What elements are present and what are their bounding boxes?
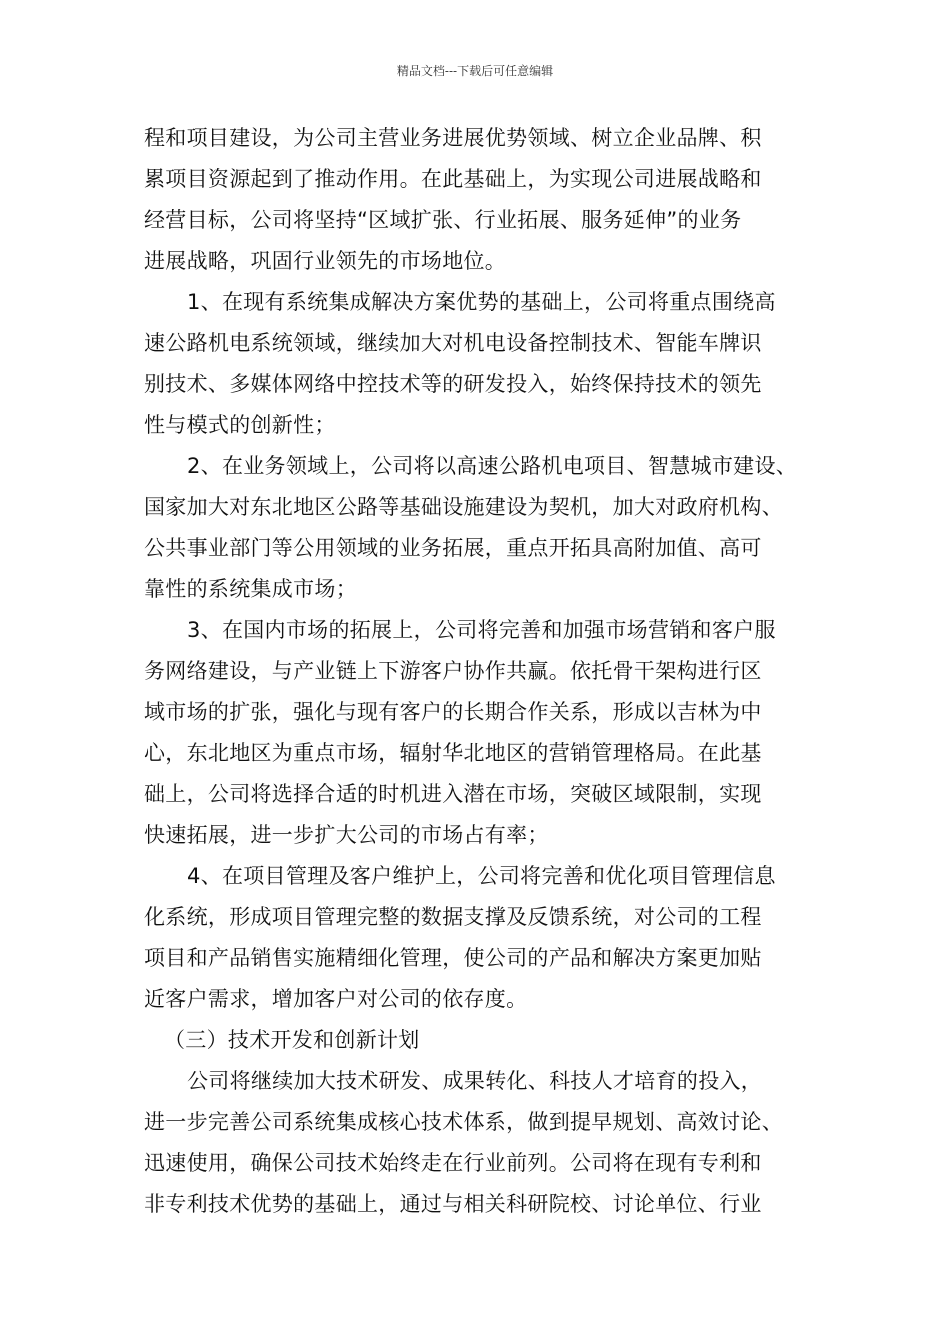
text-line: 4、在项目管理及客户维护上，公司将完善和优化项目管理信息 [187, 864, 776, 888]
page-header: 精品文档---下载后可任意编辑 [396, 64, 554, 78]
text-line: 近客户需求，增加客户对公司的依存度。 [144, 987, 528, 1011]
text-line: 2、在业务领域上，公司将以高速公路机电项目、智慧城市建设、 [187, 454, 798, 478]
text-line: 公共事业部门等公用领域的业务拓展，重点开拓具高附加值、高可 [144, 536, 762, 560]
document-body [144, 118, 814, 1225]
text-line: 3、在国内市场的拓展上，公司将完善和加强市场营销和客户服 [187, 618, 776, 642]
section-heading: （三）技术开发和创新计划 [164, 1028, 420, 1052]
text-line: 非专利技术优势的基础上，通过与相关科研院校、讨论单位、行业 [144, 1192, 762, 1216]
text-line: 迅速使用，确保公司技术始终走在行业前列。公司将在现有专利和 [144, 1151, 762, 1175]
text-line: 础上，公司将选择合适的时机进入潜在市场，突破区域限制，实现 [144, 782, 762, 806]
text-line: 化系统，形成项目管理完整的数据支撑及反馈系统，对公司的工程 [144, 905, 762, 929]
text-line: 靠性的系统集成市场； [144, 577, 357, 601]
text-line: 经营目标，公司将坚持“区域扩张、行业拓展、服务延伸”的业务 [144, 208, 742, 232]
text-line: 务网络建设，与产业链上下游客户协作共赢。依托骨干架构进行区 [144, 659, 762, 683]
text-line: 域市场的扩张，强化与现有客户的长期合作关系，形成以吉林为中 [144, 700, 762, 724]
text-line: 速公路机电系统领域，继续加大对机电设备控制技术、智能车牌识 [144, 331, 762, 355]
text-line: 1、在现有系统集成解决方案优势的基础上，公司将重点围绕高 [187, 290, 776, 314]
text-line: 累项目资源起到了推动作用。在此基础上，为实现公司进展战略和 [144, 167, 762, 191]
text-line: 心，东北地区为重点市场，辐射华北地区的营销管理格局。在此基 [144, 741, 762, 765]
text-line: 进一步完善公司系统集成核心技术体系，做到提早规划、高效讨论、 [144, 1110, 783, 1134]
text-line: 公司将继续加大技术研发、成果转化、科技人才培育的投入， [187, 1069, 763, 1093]
text-line: 快速拓展，进一步扩大公司的市场占有率； [144, 823, 549, 847]
text-line: 进展战略，巩固行业领先的市场地位。 [144, 249, 507, 273]
text-line: 国家加大对东北地区公路等基础设施建设为契机，加大对政府机构、 [144, 495, 783, 519]
text-line: 项目和产品销售实施精细化管理，使公司的产品和解决方案更加贴 [144, 946, 762, 970]
text-line: 别技术、多媒体网络中控技术等的研发投入，始终保持技术的领先 [144, 372, 762, 396]
text-line: 程和项目建设，为公司主营业务进展优势领域、树立企业品牌、积 [144, 126, 762, 150]
text-line: 性与模式的创新性； [144, 413, 336, 437]
